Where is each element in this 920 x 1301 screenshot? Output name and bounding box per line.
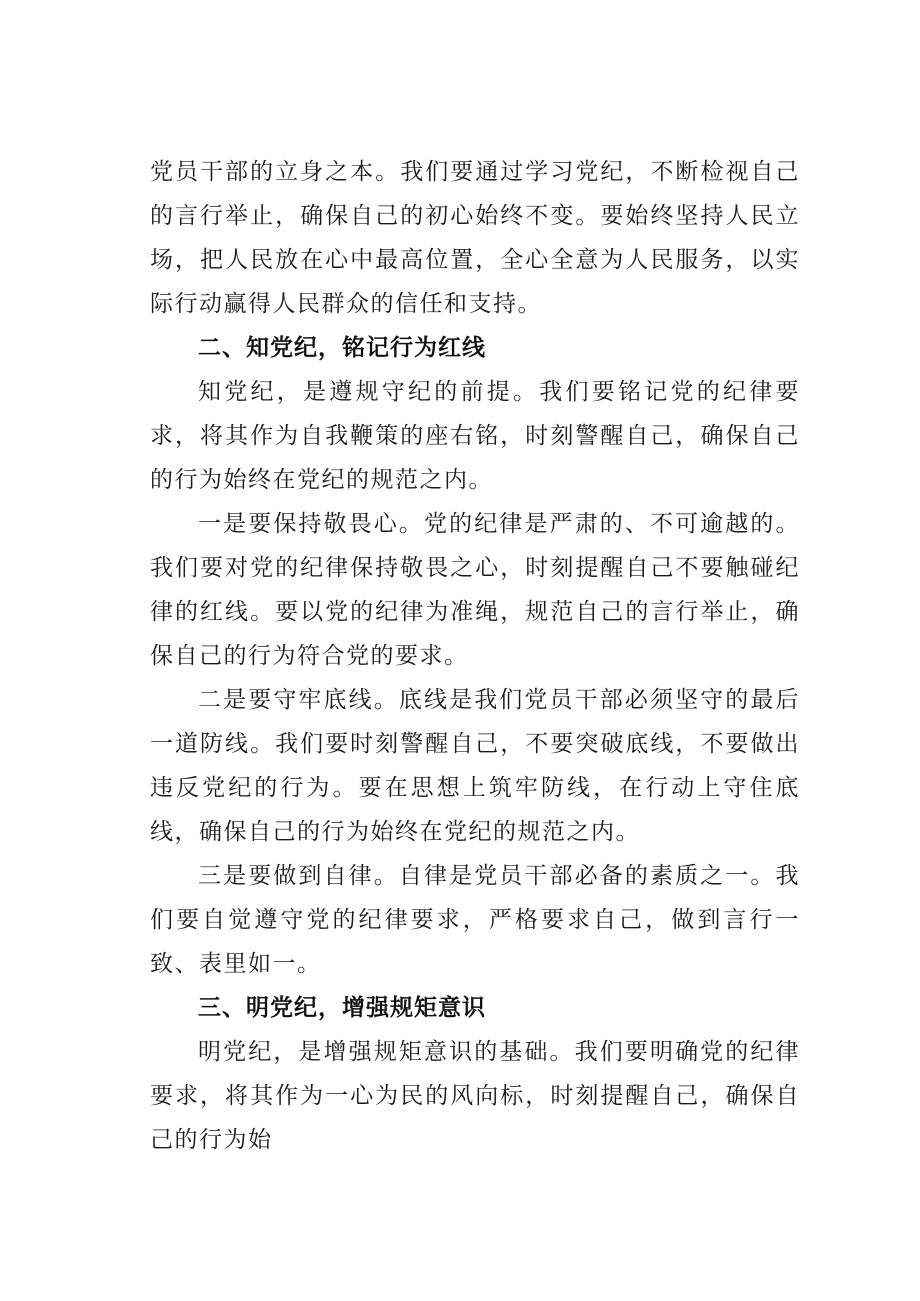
body-paragraph-continued: 党员干部的立身之本。我们要通过学习党纪，不断检视自己的言行举止，确保自己的初心始终不变。要始终坚持人民立场，把人民放在心中最高位置，全心全意为人民服务，以实际行动赢得人民群众的信任和支持。 <box>150 159 800 317</box>
section-heading-two: 二、知党纪，铭记行为红线 <box>198 335 486 361</box>
body-paragraph: 二是要守牢底线。底线是我们党员干部必须坚守的最后一道防线。我们要时刻警醒自己，不要突破底线，不要做出违反党纪的行为。要在思想上筑牢防线，在行动上守住底线，确保自己的行为始终在党纪的规范之内。 <box>150 687 800 845</box>
body-paragraph: 三是要做到自律。自律是党员干部必备的素质之一。我们要自觉遵守党的纪律要求，严格要求自己，做到言行一致、表里如一。 <box>150 863 800 977</box>
document-body <box>150 150 800 1162</box>
section-heading-three: 三、明党纪，增强规矩意识 <box>198 995 486 1021</box>
body-paragraph: 一是要保持敬畏心。党的纪律是严肃的、不可逾越的。我们要对党的纪律保持敬畏之心，时刻提醒自己不要触碰纪律的红线。要以党的纪律为准绳，规范自己的言行举止，确保自己的行为符合党的要求。 <box>150 511 800 669</box>
body-paragraph: 明党纪，是增强规矩意识的基础。我们要明确党的纪律要求，将其作为一心为民的风向标，时刻提醒自己，确保自己的行为始 <box>150 1039 800 1153</box>
body-paragraph: 知党纪，是遵规守纪的前提。我们要铭记党的纪律要求，将其作为自我鞭策的座右铭，时刻警醒自己，确保自己的行为始终在党纪的规范之内。 <box>150 379 800 493</box>
